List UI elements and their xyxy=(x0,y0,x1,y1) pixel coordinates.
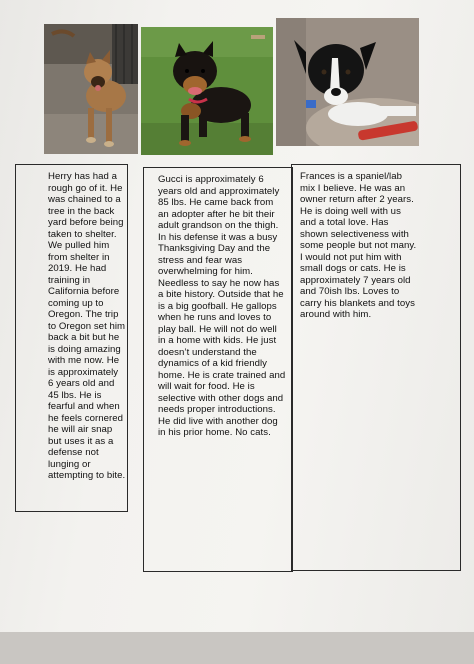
dog-photo-herry xyxy=(44,24,138,154)
rottweiler-photo-icon xyxy=(141,27,273,155)
dog-photo-gucci xyxy=(141,27,273,155)
bio-text-gucci: Gucci is approximately 6 years old and approximately 85 lbs. He came back from an adopter after he bit their adult grandson on the thigh. In his defense it was a busy Thanksgiving Day and the stress and fear was overwhelming for him. Needless to say he now has a bite history. Outside that he is a big goofball. He gallops when he runs and loves to play ball. He will not do well in a home with kids. He just doesn’t understand the dynamics of a kid friendly home. He is crate trained and will wait for food. He is selective with other dogs and needs proper introductions. He did live with another dog in his prior home. No cats. xyxy=(158,174,286,438)
tan-dog-photo-icon xyxy=(44,24,138,154)
dog-photo-frances xyxy=(276,18,419,146)
bio-box-frances xyxy=(291,164,461,571)
bio-text-herry: Herry has had a rough go of it. He was chained to a tree in the back yard before being taken to shelter. We pulled him from shelter in 2019. He had training in California before coming up to Oregon. The trip to Oregon set him back a bit but he is doing amazing with me now. He is approximately 6 years old and 45 lbs. He is fearful and when he feels cornered he will air snap but uses it as a defense not lunging or attempting to bite. xyxy=(48,171,126,481)
bio-box-herry xyxy=(15,164,128,512)
spaniel-lab-photo-icon xyxy=(276,18,419,146)
bio-text-frances: Frances is a spaniel/lab mix I believe. He was an owner return after 2 years. He is doing well with us and a total love. Has shown selectiveness with some people but not many. I would not put him with small dogs or cats. He is approximately 7 years old and 70ish lbs. Loves to carry his blankets and toys around with him. xyxy=(300,171,417,320)
bio-box-gucci xyxy=(143,167,293,572)
